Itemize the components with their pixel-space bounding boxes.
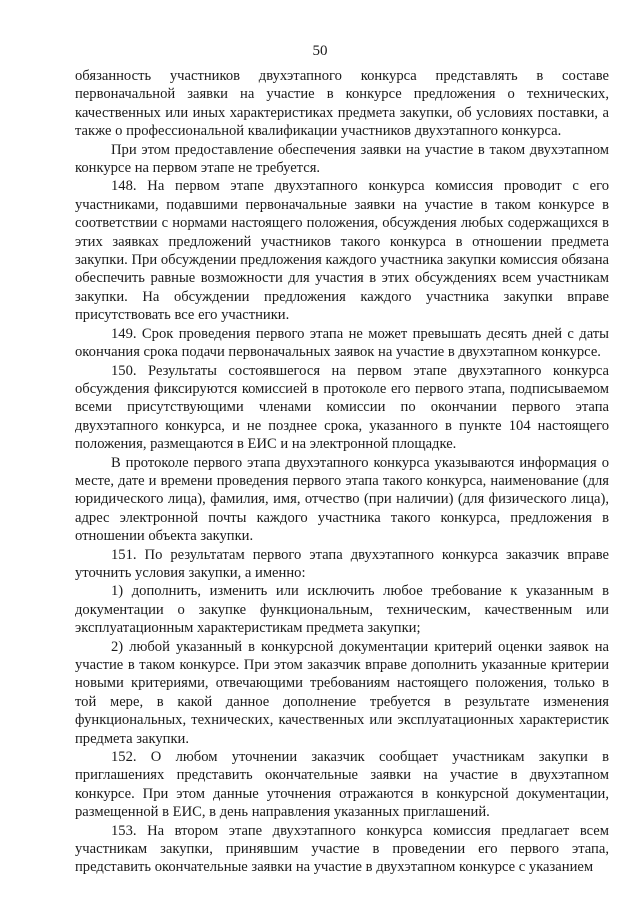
clause-153: 153. На втором этапе двухэтапного конкурса комиссия предлагает всем участникам закупки, принявшим участие в проведении его первого этапа, представить окончательные заявки на участие в двухэтапном конкурсе с указанием: [75, 822, 609, 876]
document-body: [75, 67, 609, 877]
clause-152: 152. О любом уточнении заказчик сообщает участникам закупки в приглашениях представить окончательные заявки на участие в двухэтапном конкурсе. При этом данные уточнения отражаются в конкурсной документации, размещенной в ЕИС, в день направления указанных приглашений.: [75, 749, 609, 821]
page-number: 50: [312, 43, 328, 59]
clause-148: 148. На первом этапе двухэтапного конкурса комиссия проводит с его участниками, подавшими первоначальные заявки на участие в таком конкурсе в соответствии с нормами настоящего положения, обсуждения любых содержащихся в этих заявках предложений участников такого конкурса в отношении предмета закупки. При обсуждении предложения каждого участника закупки комиссия обязана обеспечить равные возможности для участия в этих обсуждениях всем участникам закупки. На обсуждении предложения каждого участника закупки вправе присутствовать все его участники.: [75, 178, 609, 324]
list-item-1: 1) дополнить, изменить или исключить любое требование к указанным в документации о закупке функциональным, техническим, качественным или эксплуатационным характеристикам предмета закупки;: [75, 583, 609, 637]
clause-150: 150. Результаты состоявшегося на первом этапе двухэтапного конкурса обсуждения фиксируются комиссией в протоколе его первого этапа, подписываемом всеми присутствующими членами комиссии по окончании первого этапа двухэтапного конкурса, и не позднее срока, указанного в пункте 104 настоящего положения, размещаются в ЕИС и на электронной площадке.: [75, 362, 609, 453]
paragraph: В протоколе первого этапа двухэтапного конкурса указываются информация о месте, дате и времени проведения первого этапа такого конкурса, наименование (для юридического лица), фамилия, имя, отчество (при наличии) (для физического лица), адрес электронной почты каждого участника такого конкурса, предложения в отношении объекта закупки.: [75, 454, 609, 545]
paragraph: При этом предоставление обеспечения заявки на участие в таком двухэтапном конкурсе на первом этапе не требуется.: [75, 141, 609, 177]
clause-149: 149. Срок проведения первого этапа не может превышать десять дней с даты окончания срока подачи первоначальных заявок на участие в двухэтапном конкурсе.: [75, 325, 609, 361]
clause-151: 151. По результатам первого этапа двухэтапного конкурса заказчик вправе уточнить условия закупки, а именно:: [75, 546, 609, 581]
list-item-2: 2) любой указанный в конкурсной документации критерий оценки заявок на участие в таком конкурсе. При этом заказчик вправе дополнить указанные критерии новыми критериями, отвечающими требованиям настоящего положения, только в той мере, в какой данное дополнение требуется в результате изменения функциональных, технических, качественных или эксплуатационных характеристик предмета закупки.: [75, 638, 609, 747]
paragraph-continuation: обязанность участников двухэтапного конкурса представлять в составе первоначальной заявки на участие в конкурсе предложения о технических, качественных или иных характеристиках предмета закупки, об условиях поставки, а также о профессиональной квалификации участников двухэтапного конкурса.: [75, 68, 609, 140]
